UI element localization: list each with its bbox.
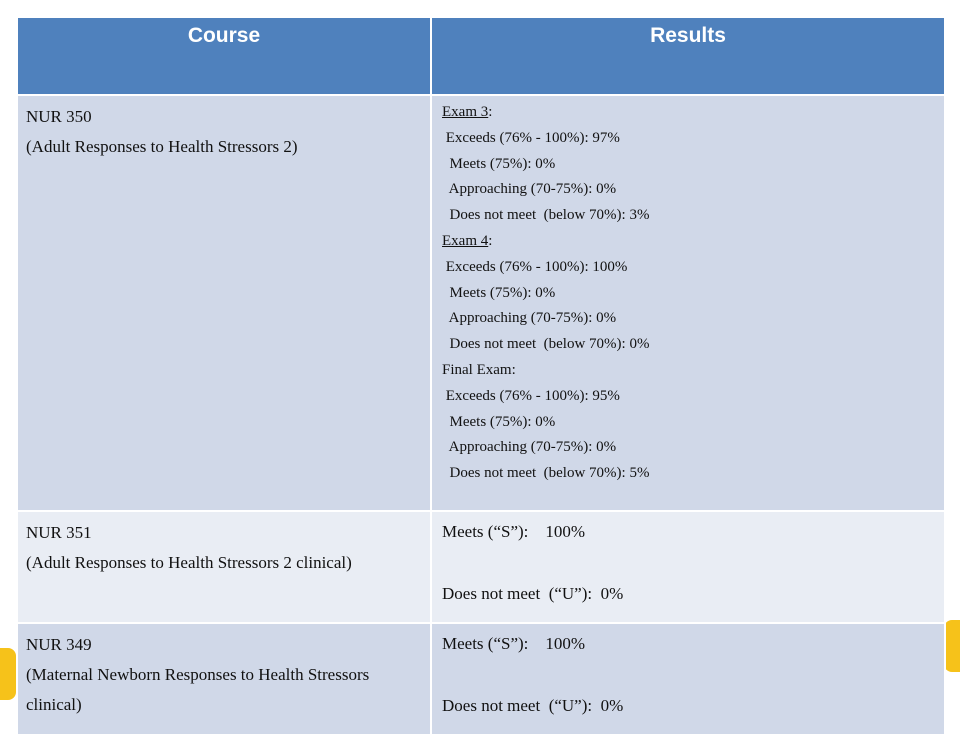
result-line: Meets (75%): 0% — [442, 155, 556, 172]
result-line: Does not meet (“U”): 0% — [442, 696, 624, 715]
header-results: Results — [431, 17, 945, 95]
result-line: Meets (75%): 0% — [442, 413, 556, 430]
header-course: Course — [17, 17, 431, 95]
result-line: Does not meet (below 70%): 0% — [442, 336, 650, 353]
exam-heading: Exam 3: — [442, 104, 493, 120]
result-line: Meets (“S”): 100% — [442, 634, 586, 653]
exam-heading: Exam 4: — [442, 232, 493, 249]
result-line: Does not meet (below 70%): 5% — [442, 465, 650, 482]
decorative-accent-right — [944, 620, 960, 672]
exam-heading: Final Exam: — [442, 361, 516, 378]
course-name: (Maternal Newborn Responses to Health Stressors clinical) — [26, 665, 370, 714]
result-line: Does not meet (“U”): 0% — [442, 584, 624, 603]
results-cell — [431, 511, 945, 623]
exam-label: Exam 3 — [442, 104, 489, 120]
course-code: NUR 350 — [26, 107, 92, 126]
result-line: Approaching (70-75%): 0% — [442, 310, 617, 327]
table-row — [17, 623, 945, 735]
result-line: Approaching (70-75%): 0% — [442, 439, 617, 456]
course-name: (Adult Responses to Health Stressors 2) — [26, 137, 298, 156]
result-line: Does not meet (below 70%): 3% — [442, 207, 650, 224]
result-line: Approaching (70-75%): 0% — [442, 181, 617, 198]
course-code: NUR 351 — [26, 523, 92, 542]
table-row — [17, 511, 945, 623]
course-code: NUR 349 — [26, 635, 92, 654]
result-line: Meets (“S”): 100% — [442, 522, 586, 541]
results-cell — [431, 95, 945, 511]
result-line: Exceeds (76% - 100%): 97% — [442, 129, 620, 146]
exam-label: Exam 4 — [442, 232, 489, 249]
result-line: Exceeds (76% - 100%): 95% — [442, 387, 620, 404]
results-table — [16, 16, 946, 736]
course-cell — [17, 95, 431, 511]
course-cell — [17, 623, 431, 735]
header-row — [17, 17, 945, 95]
table-row — [17, 95, 945, 511]
results-cell — [431, 623, 945, 735]
result-line: Exceeds (76% - 100%): 100% — [442, 258, 628, 275]
decorative-accent-left — [0, 648, 16, 700]
result-line: Meets (75%): 0% — [442, 284, 556, 301]
course-cell — [17, 511, 431, 623]
course-name: (Adult Responses to Health Stressors 2 clinical) — [26, 553, 352, 572]
